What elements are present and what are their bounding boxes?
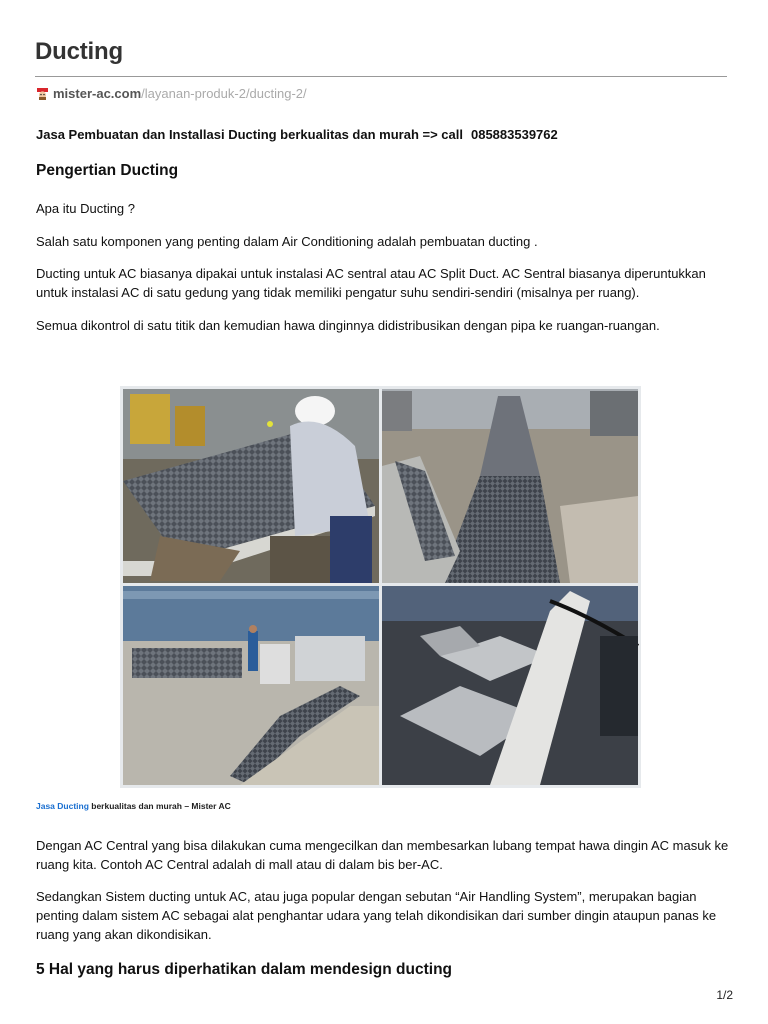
caption-text: berkualitas dan murah – Mister AC: [88, 801, 231, 811]
section-heading-pengertian: Pengertian Ducting: [36, 162, 179, 179]
page-title: Ducting: [35, 38, 123, 65]
site-favicon-icon: [36, 87, 49, 101]
section-heading-5-hal: 5 Hal yang harus diperhatikan dalam mendesign ducting: [36, 961, 453, 978]
lead-phone: 085883539762: [470, 127, 558, 142]
paragraph: Salah satu komponen yang penting dalam Air Conditioning adalah pembuatan ducting .: [36, 234, 538, 249]
lead-line: [36, 127, 558, 142]
figure-caption: [36, 801, 231, 811]
caption-link[interactable]: Jasa Ducting: [36, 801, 89, 811]
paragraph: Semua dikontrol di satu titik dan kemudian hawa dinginnya didistribusikan dengan pipa ke ruangan-ruangan.: [36, 318, 660, 333]
source-path: /layanan-produk-2/ducting-2/: [141, 86, 307, 101]
page-number: 1/2: [716, 988, 733, 1002]
ducting-collage-image: [120, 386, 641, 788]
paragraph: Apa itu Ducting ?: [36, 201, 136, 216]
lead-text: Jasa Pembuatan dan Installasi Ducting berkualitas dan murah => call: [36, 127, 463, 142]
paragraph: Dengan AC Central yang bisa dilakukan cuma mengecilkan dan membesarkan lubang tempat hawa dingin AC masuk ke ruang kita. Contoh AC Central adalah di mall atau di dalam bis ber-AC.: [36, 838, 729, 872]
source-domain-link[interactable]: mister-ac.com: [53, 86, 142, 101]
paragraph: Sedangkan Sistem ducting untuk AC, atau juga popular dengan sebutan “Air Handling System”, merupakan bagian penting dalam sistem AC sebagai alat penghantar udara yang telah dikondisikan dari sumber dingin ataupun panas ke ruang yang akan dikondisikan.: [36, 889, 717, 942]
paragraph: Ducting untuk AC biasanya dipakai untuk instalasi AC sentral atau AC Split Duct. AC Sentral biasanya diperuntukkan untuk instalasi AC di satu gedung yang tidak memiliki pengatur suhu sendiri-sendiri (misalnya per ruang).: [36, 266, 706, 300]
title-divider: [35, 76, 727, 77]
source-line: [36, 86, 307, 101]
